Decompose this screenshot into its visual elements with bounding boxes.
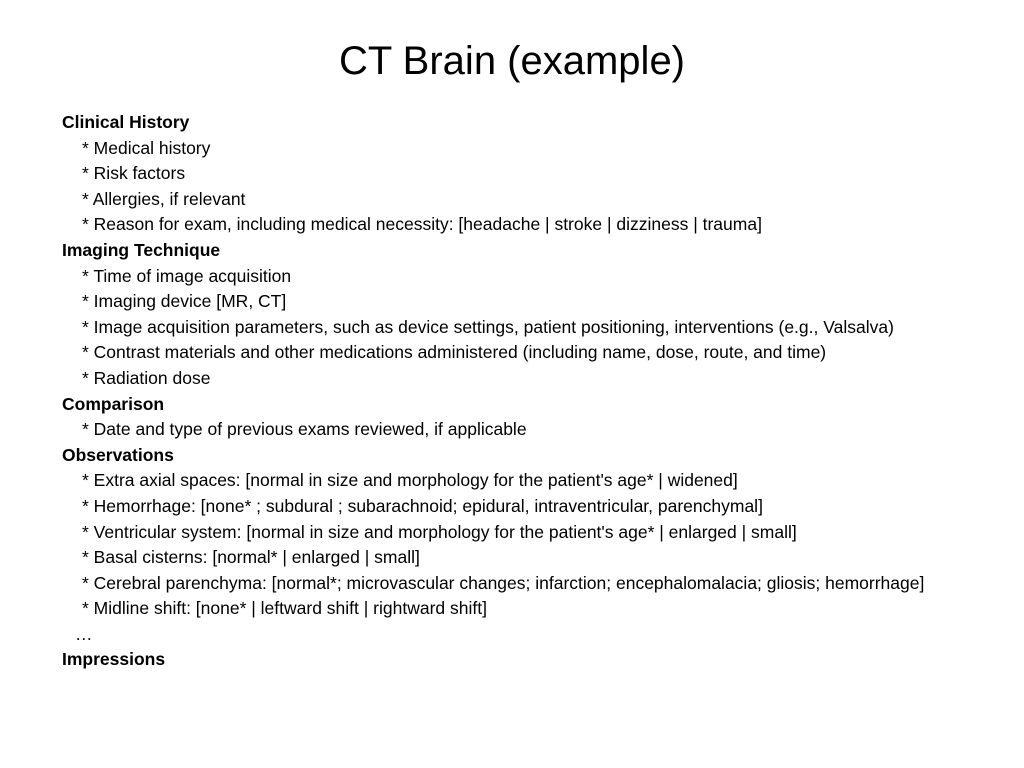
list-item-cerebral-parenchyma: * Cerebral parenchyma: [normal*; microvascular changes; infarction; encephalomalacia; gliosis; hemorrhage]	[82, 572, 925, 593]
list-item-previous-exams: * Date and type of previous exams reviewed, if applicable	[82, 419, 527, 440]
list-item-contrast-materials: * Contrast materials and other medications administered (including name, dose, route, and time)	[82, 342, 827, 363]
list-item-extra-axial-spaces: * Extra axial spaces: [normal in size and morphology for the patient's age* | widened]	[82, 470, 738, 491]
list-item-risk-factors: * Risk factors	[82, 163, 186, 184]
list-item-basal-cisterns: * Basal cisterns: [normal* | enlarged | small]	[82, 547, 420, 568]
section-heading-impressions: Impressions	[62, 649, 166, 670]
slide-title: CT Brain (example)	[338, 39, 686, 83]
list-item-hemorrhage: * Hemorrhage: [none* ; subdural ; subarachnoid; epidural, intraventricular, parenchymal]	[82, 495, 763, 516]
section-heading-comparison: Comparison	[62, 393, 165, 414]
list-ellipsis: …	[75, 623, 93, 644]
section-heading-observations: Observations	[62, 444, 174, 465]
report-template-body	[62, 110, 962, 673]
section-heading-clinical-history: Clinical History	[62, 112, 190, 132]
list-item-allergies: * Allergies, if relevant	[82, 188, 246, 209]
list-item-medical-history: * Medical history	[82, 137, 211, 158]
list-item-radiation-dose: * Radiation dose	[82, 367, 211, 388]
list-item-midline-shift: * Midline shift: [none* | leftward shift | rightward shift]	[82, 598, 487, 619]
list-item-time-of-acquisition: * Time of image acquisition	[82, 265, 292, 286]
list-item-acquisition-parameters: * Image acquisition parameters, such as device settings, patient positioning, interventions (e.g., Valsalva)	[82, 316, 894, 337]
section-heading-imaging-technique: Imaging Technique	[62, 239, 221, 260]
list-item-reason-for-exam: * Reason for exam, including medical necessity: [headache | stroke | dizziness | trauma]	[82, 214, 762, 235]
list-item-ventricular-system: * Ventricular system: [normal in size and morphology for the patient's age* | enlarged | small]	[82, 521, 797, 542]
list-item-imaging-device: * Imaging device [MR, CT]	[82, 291, 287, 312]
